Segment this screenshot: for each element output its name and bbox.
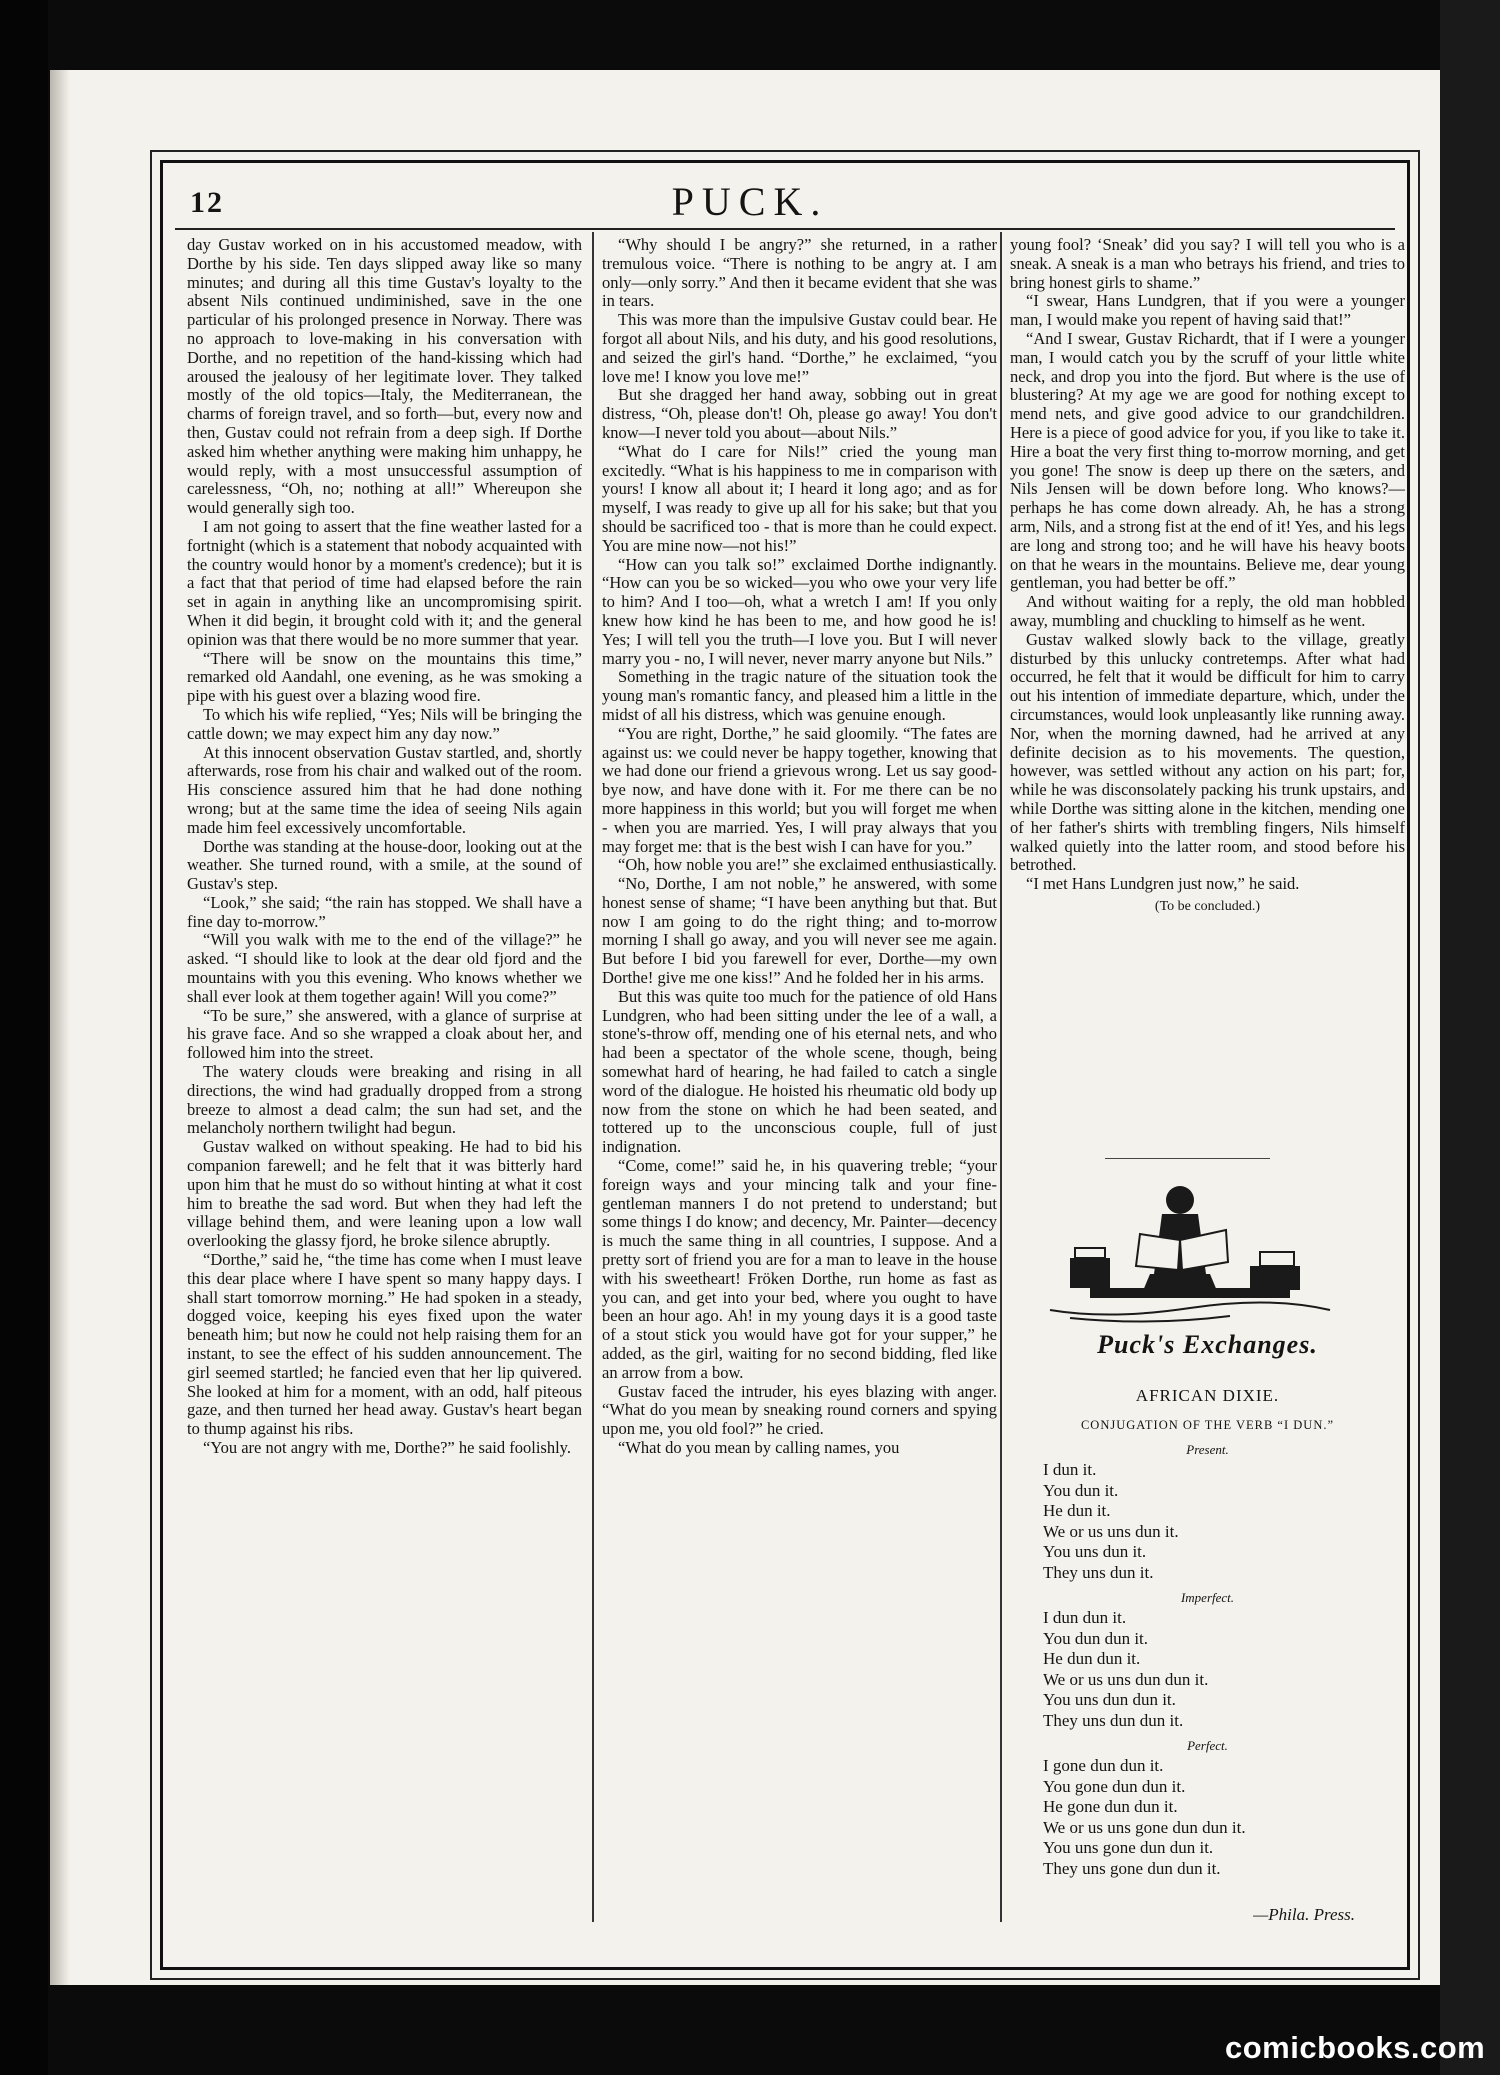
poem-stanza-present [1043, 1460, 1383, 1583]
poem-line: They uns gone dun dun it. [1043, 1858, 1221, 1878]
article-paragraph: young fool? ‘Sneak’ did you say? I will tell you who is a sneak. A sneak is a man who betrays his friend, and tries to bring honest girls to shame.” [1010, 235, 1405, 292]
article-paragraph: “How can you talk so!” exclaimed Dorthe indignantly. “How can you be so wicked—you who owe your very life to him? And I too—oh, what a wretch I am! If you only knew how kind he has been to me, and how good he is! Yes; I will tell you the truth—I love you. But I will never marry you - no, I will never, never marry anyone but Nils.” [602, 554, 997, 668]
section-rule [1105, 1158, 1270, 1159]
article-paragraph: “Oh, how noble you are!” she exclaimed enthusiastically. [618, 855, 997, 875]
text-column-1 [187, 236, 582, 1458]
exchanges-heading: Puck's Exchanges. [1097, 1330, 1318, 1359]
article-paragraph: Gustav walked on without speaking. He had to bid his companion farewell; and he felt that it was bitterly hard upon him that he must do so without hinting at what it cost him to breathe the sad word. But when they had left the village behind them, and were leaning upon a low wall overlooking the glassy fjord, he broke silence abruptly. [187, 1137, 582, 1251]
article-paragraph: “I swear, Hans Lundgren, that if you were a younger man, I would make you repent of having said that!” [1010, 291, 1405, 330]
text-column-2 [602, 236, 997, 1458]
column-divider [592, 232, 594, 1922]
poem-stanza-perfect [1043, 1756, 1383, 1879]
poem-line: You gone dun dun it. [1043, 1776, 1186, 1796]
scan-border-left [0, 0, 48, 2075]
tense-label-perfect: Perfect. [1187, 1738, 1228, 1753]
poem-line: You uns dun it. [1043, 1542, 1147, 1561]
poem-line: We or us uns gone dun dun it. [1043, 1817, 1246, 1837]
poem-line: You uns dun dun it. [1043, 1690, 1176, 1709]
article-paragraph: “Why should I be angry?” she returned, in a rather tremulous voice. “There is nothing to be angry at. I am only—only sorry.” And then it became evident that she was in tears. [602, 235, 997, 311]
scan-border-right [1440, 0, 1500, 2075]
masthead-title: PUCK. [671, 179, 829, 224]
column-divider [1000, 232, 1002, 1922]
article-paragraph: “No, Dorthe, I am not noble,” he answered, with some honest sense of shame; “I have been anything but that. But now I am going to do the right thing; and to-morrow morning I shall go away, and you will never see me again. But before I bid you farewell for ever, Dorthe—my own Dorthe! give me one kiss!” And he folded her in his arms. [602, 874, 997, 988]
article-paragraph: I am not going to assert that the fine weather lasted for a fortnight (which is a statement that nobody acquainted with the country would honor by a moment's credence); but it is a fact that that period of time had elapsed before the rain set in again in anything like an uncompromising spirit. When it did begin, it brought cold with it; and the general opinion was that there would be no more summer that year. [187, 516, 582, 649]
article-paragraph: Something in the tragic nature of the situation took the young man's romantic fancy, and pleased him a little in the midst of all his distress, which was genuine enough. [602, 667, 997, 724]
article-paragraph: “There will be snow on the mountains this time,” remarked old Aandahl, one evening, as he was smoking a pipe with his guest over a blazing wood fire. [187, 648, 582, 706]
article-paragraph: “Look,” she said; “the rain has stopped. We shall have a fine day to-morrow.” [187, 892, 582, 931]
article-paragraph: “What do I care for Nils!” cried the young man excitedly. “What is his happiness to me in comparison with yours! I know all about it; I heard it long ago; and as for myself, I was ready to give up all for his sake; but that you should be sacrificed too - that is more than he could expect. You are mine now—not his!” [602, 441, 997, 555]
header-rule [175, 228, 1395, 230]
article-paragraph: “To be sure,” she answered, with a glance of surprise at his grave face. And so she wrapped a cloak about her, and followed him into the street. [187, 1005, 582, 1063]
reading-figure-illustration [1030, 1170, 1350, 1330]
article-paragraph: Gustav faced the intruder, his eyes blazing with anger. “What do you mean by sneaking round corners and spying upon me, you old fool?” he cried. [602, 1381, 997, 1439]
poem-line: He dun dun it. [1043, 1649, 1141, 1668]
article-paragraph: But she dragged her hand away, sobbing out in great distress, “Oh, please don't! Oh, please go away! You don't know—I never told you about—about Nils.” [602, 385, 997, 442]
article-paragraph: And without waiting for a reply, the old man hobbled away, mumbling and chuckling to himself as he went. [1010, 592, 1405, 630]
poem-line: We or us uns dun dun it. [1043, 1669, 1209, 1689]
watermark-text: comicbooks.com [1225, 2030, 1486, 2065]
poem-line: I dun dun it. [1043, 1608, 1127, 1627]
text-column-3 [1010, 236, 1405, 917]
poem-subtitle: CONJUGATION OF THE VERB “I DUN.” [1080, 1418, 1335, 1432]
poem-line: You dun dun it. [1043, 1628, 1149, 1648]
poem-title: AFRICAN DIXIE. [1135, 1386, 1280, 1405]
article-paragraph: “Come, come!” said he, in his quavering treble; “your foreign ways and your mincing talk and your fine-gentleman manners I do not pretend to understand; but some things I do know; and decency, Mr. Painter—decency is much the same thing in all countries, I suppose. And a pretty sort of friend you are for a man to leave in the house with his sweetheart! Fröken Dorthe, run home as fast as you can, and get into your bed, where you ought to have been an hour ago. Ah! in my young days it is a good taste of a stout stick you would have got for your supper,” he added, as the girl, waiting for no second bidding, fled like an arrow from a bow. [602, 1156, 997, 1382]
poem-stanza-imperfect [1043, 1608, 1383, 1731]
article-paragraph: Dorthe was standing at the house-door, looking out at the weather. She turned round, with a smile, at the sound of Gustav's step. [187, 836, 582, 894]
article-paragraph: Gustav walked slowly back to the village, greatly disturbed by this unlucky contretemps. After what had occurred, he felt that it would be difficult for him to carry out his intention of immediate departure, which, under the circumstances, would look unpleasantly like running away. Nor, when the morning dawned, had he arrived at any definite decision as to his movements. The question, however, was settled without any action on his part; for, while he was disconsolately packing his trunk upstairs, and while Dorthe was sitting alone in the kitchen, mending one of her father's shirts with trembling fingers, Nils himself walked quietly into the latter room, and stood before his betrothed. [1010, 629, 1405, 875]
article-paragraph: day Gustav worked on in his accustomed meadow, with Dorthe by his side. Ten days slipped away like so many minutes; and during all this time Gustav's loyalty to the absent Nils continued undiminished, save in the one particular of his prolonged presence in Norway. There was no approach to love-making in his conversation with Dorthe, and no repetition of the hand-kissing which had aroused the jealousy of her legitimate lover. They talked mostly of the old topics—Italy, the Mediterranean, the charms of foreign travel, and so forth—but, every now and then, Gustav could not refrain from a deep sigh. If Dorthe asked him whether anything were making him unhappy, he would reply, with a most unsuccessful assumption of carelessness, “Oh, no; nothing at all!” Whereupon she would generally sigh too. [187, 235, 582, 518]
poem-line: They uns dun dun it. [1043, 1710, 1184, 1730]
poem-line: I gone dun dun it. [1043, 1756, 1164, 1775]
poem-line: I dun it. [1043, 1460, 1097, 1479]
article-paragraph: “And I swear, Gustav Richardt, that if I were a younger man, I would catch you by the scruff of your little white neck, and drop you into the fjord. But where is the use of blustering? At my age we are good for nothing except to mend nets, and give good advice to our grandchildren. Here is a piece of good advice for you, if you like to take it. Hire a boat the very first thing to-morrow morning, and get you gone! The snow is deep up there on the sæters, and Nils Jensen will be down before long. Who knows?—perhaps he has come down already. Ah, he has a strong arm, Nils, and a strong fist at the end of it! Yes, and his legs are long and strong too; and he will have his heavy boots on that he wears in the mountains. Believe me, dear young gentleman, you had better be off.” [1010, 328, 1405, 593]
article-paragraph: “I met Hans Lundgren just now,” he said. [1026, 874, 1300, 894]
page-number: 12 [190, 186, 224, 219]
article-paragraph: “Will you walk with me to the end of the village?” he asked. “I should like to look at the dear old fjord and the mountains with you this evening. Who knows whether we shall ever look at them together again! Will you come?” [187, 930, 582, 1006]
page-gutter-shadow [50, 70, 70, 1985]
poem-line: They uns dun it. [1043, 1562, 1154, 1582]
poem-line: You uns gone dun dun it. [1043, 1838, 1214, 1857]
article-paragraph: At this innocent observation Gustav startled, and, shortly afterwards, rose from his chair and walked out of the room. His conscience assured him that he had done nothing wrong; but at the same time the idea of seeing Nils again made him feel excessively uncomfortable. [187, 742, 582, 837]
article-paragraph: The watery clouds were breaking and rising in all directions, the wind had gradually dropped from a strong breeze to almost a dead calm; the sun had set, and the melancholy northern twilight had begun. [187, 1062, 582, 1138]
tense-label-imperfect: Imperfect. [1180, 1590, 1235, 1605]
tense-label-present: Present. [1186, 1442, 1229, 1457]
poem-line: He dun it. [1043, 1501, 1111, 1520]
article-paragraph: But this was quite too much for the patience of old Hans Lundgren, who had been sitting under the lee of a wall, a stone's-throw off, mending one of his eternal nets, and who had been a spectator of the whole scene, though, being somewhat hard of hearing, he had failed to catch a single word of the dialogue. He hoisted his rheumatic old body up now from the stone on which he had been seated, and tottered up to the unconscious couple, full of just indignation. [602, 986, 997, 1157]
poem-credit: —Phila. Press. [1253, 1905, 1355, 1924]
article-paragraph: “You are not angry with me, Dorthe?” he said foolishly. [203, 1438, 571, 1457]
article-paragraph: “You are right, Dorthe,” he said gloomily. “The fates are against us: we could never be happy together, knowing that we had done our friend a grievous wrong. Let us say good-bye now, and have done with it. For me there can be no more happiness in this world; but you will forget me when - when you are married. Yes, I will pray always that you may forget me: that is the best wish I can have for you.” [602, 723, 997, 856]
poem-line: You dun it. [1043, 1480, 1119, 1500]
story-continuation-note: (To be concluded.) [1154, 898, 1261, 914]
poem-line: We or us uns dun it. [1043, 1521, 1179, 1541]
article-paragraph: To which his wife replied, “Yes; Nils will be bringing the cattle down; we may expect him any day now.” [187, 704, 582, 743]
article-paragraph: “Dorthe,” said he, “the time has come when I must leave this dear place where I have spent so many happy days. I shall start tomorrow morning.” He had spoken in a steady, dogged voice, keeping his eyes fixed upon the water beneath him; but now he could not help raising them for an instant, to see the effect of his sudden announcement. The girl seemed startled; he fancied even that her lip quivered. She looked at him for a moment, with an odd, half piteous gaze, and then turned her head away. Gustav's heart began to thump against his ribs. [187, 1250, 582, 1439]
article-paragraph: This was more than the impulsive Gustav could bear. He forgot all about Nils, and his duty, and his good resolutions, and seized the girl's hand. “Dorthe,” he exclaimed, “you love me! I know you love me!” [602, 310, 997, 386]
article-paragraph: “What do you mean by calling names, you [618, 1438, 900, 1457]
poem-line: He gone dun dun it. [1043, 1797, 1178, 1816]
